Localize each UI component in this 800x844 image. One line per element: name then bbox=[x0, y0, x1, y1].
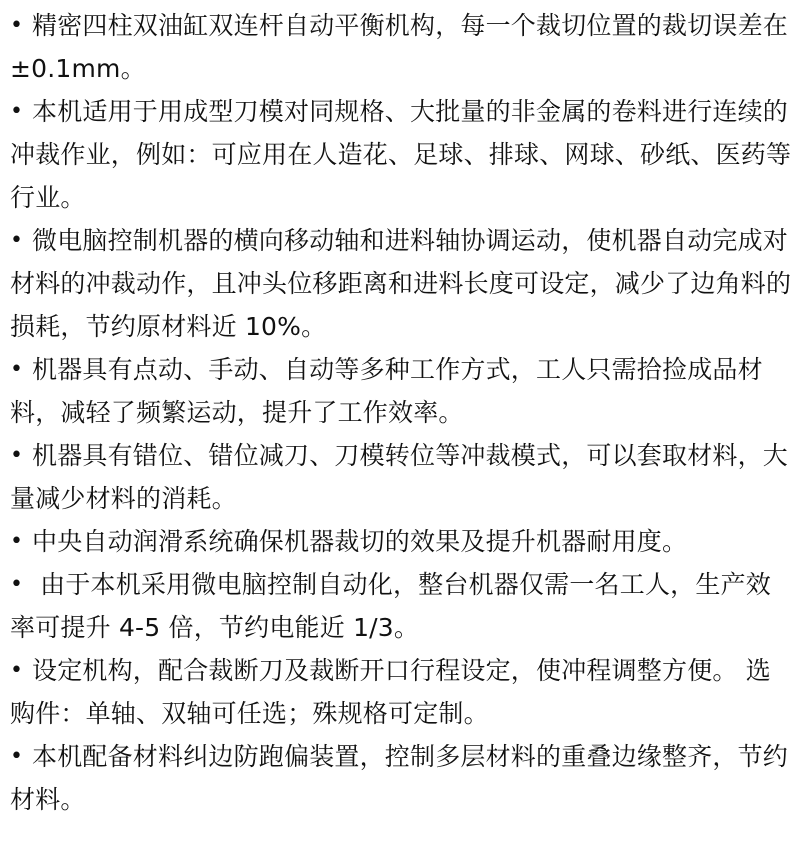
list-item bbox=[10, 563, 792, 649]
list-item-text: 微电脑控制机器的横向移动轴和进料轴协调运动，使机器自动完成对材料的冲裁动作，且冲头位移距离和进料长度可设定，减少了边角料的损耗，节约原材料近 10%。 bbox=[10, 226, 792, 341]
bullet-icon: • bbox=[10, 572, 24, 597]
list-item bbox=[10, 649, 792, 735]
list-item-text: 机器具有点动、手动、自动等多种工作方式，工人只需拾捡成品材料，减轻了频繁运动，提升了工作效率。 bbox=[10, 355, 763, 427]
list-item-text: 本机配备材料纠边防跑偏装置，控制多层材料的重叠边缘整齐，节约材料。 bbox=[10, 742, 789, 814]
list-item-text: 本机适用于用成型刀模对同规格、大批量的非金属的卷料进行连续的冲裁作业，例如：可应用在人造花、足球、排球、网球、砂纸、医药等行业。 bbox=[10, 97, 792, 212]
list-item bbox=[10, 735, 792, 821]
bullet-icon: • bbox=[10, 658, 24, 683]
list-item bbox=[10, 434, 792, 520]
bullet-icon: • bbox=[10, 13, 24, 38]
list-item-text: 中央自动润滑系统确保机器裁切的效果及提升机器耐用度。 bbox=[32, 527, 688, 556]
bullet-icon: • bbox=[10, 228, 24, 253]
list-item-text: 机器具有错位、错位减刀、刀模转位等冲裁模式，可以套取材料，大量减少材料的消耗。 bbox=[10, 441, 789, 513]
list-item bbox=[10, 4, 792, 90]
list-item-text: 设定机构，配合裁断刀及裁断开口行程设定，使冲程调整方便。 选购件：单轴、双轴可任选；殊规格可定制。 bbox=[10, 656, 771, 728]
list-item bbox=[10, 90, 792, 219]
list-item bbox=[10, 219, 792, 348]
bullet-icon: • bbox=[10, 744, 24, 769]
bullet-icon: • bbox=[10, 529, 24, 554]
list-item bbox=[10, 348, 792, 434]
bullet-icon: • bbox=[10, 443, 24, 468]
list-item-text: 精密四柱双油缸双连杆自动平衡机构，每一个裁切位置的裁切误差在±0.1mm。 bbox=[10, 11, 789, 83]
bullet-icon: • bbox=[10, 99, 24, 124]
list-item-text: 由于本机采用微电脑控制自动化，整台机器仅需一名工人，生产效率可提升 4-5 倍，节约电能近 1/3。 bbox=[10, 570, 771, 642]
list-item bbox=[10, 520, 792, 563]
bullet-icon: • bbox=[10, 357, 24, 382]
